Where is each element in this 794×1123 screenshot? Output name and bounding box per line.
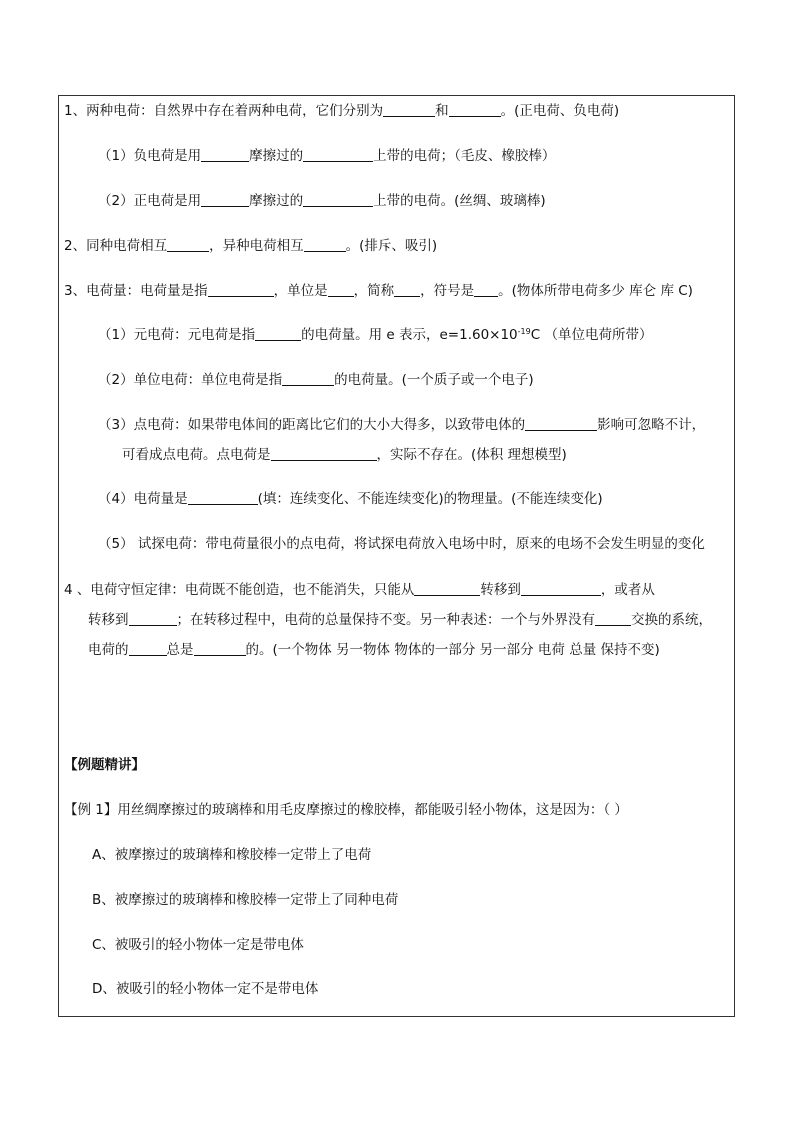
content-frame	[58, 95, 735, 1017]
item-2-text-a: 2、同种电荷相互	[64, 238, 168, 254]
answer-blank[interactable]	[414, 581, 480, 596]
item-1-1	[98, 147, 555, 165]
item-4-text-b: 转移到	[480, 582, 521, 598]
item-1-2-text-b: 摩擦过的	[249, 193, 304, 209]
item-3-text-a: 3、电荷量：电荷量是指	[64, 283, 208, 299]
item-2-text-c: 。(排斥、吸引)	[345, 238, 438, 254]
answer-blank[interactable]	[282, 371, 334, 386]
answer-blank[interactable]	[201, 147, 249, 162]
item-1-text-b: 和	[435, 103, 449, 119]
item-3-3-cont	[122, 446, 567, 464]
item-4-text-c: ，或者从	[600, 582, 655, 598]
answer-blank[interactable]	[521, 581, 601, 596]
item-3-4	[98, 490, 603, 508]
item-4-text-f: 交换的系统，	[631, 612, 712, 628]
answer-blank[interactable]	[328, 282, 354, 297]
item-3-2-text-a: （2）单位电荷：单位电荷是指	[98, 372, 283, 388]
answer-blank[interactable]	[201, 192, 249, 207]
answer-blank[interactable]	[303, 147, 373, 162]
answer-blank[interactable]	[167, 237, 209, 252]
example-question: 【例 1】用丝绸摩擦过的玻璃棒和用毛皮摩擦过的橡胶棒，都能吸引轻小物体，这是因为：（ ）	[64, 802, 628, 818]
item-2	[64, 237, 437, 255]
item-1-2-text-c: 上带的电荷。(丝绸、玻璃棒)	[373, 193, 546, 209]
item-3-2	[98, 371, 534, 389]
answer-blank[interactable]	[255, 326, 301, 341]
item-3-4-text-b: (填：连续变化、不能连续变化)的物理量。(不能连续变化)	[257, 491, 603, 507]
answer-blank[interactable]	[304, 237, 346, 252]
exponent: -19	[517, 327, 531, 336]
item-1-2-text-a: （2）正电荷是用	[98, 193, 202, 209]
item-3-text-e: 。(物体所带电荷多少 库仑 库 C)	[498, 283, 693, 299]
item-3-3-text-b: 影响可忽略不计，	[597, 417, 706, 433]
item-1-1-text-b: 摩擦过的	[249, 148, 304, 164]
item-3-2-text-b: 的电荷量。(一个质子或一个电子)	[334, 372, 534, 388]
item-4-text-i: 的。(一个物体 另一物体 物体的一部分 另一部分 电荷 总量 保持不变)	[245, 642, 660, 658]
answer-blank[interactable]	[129, 611, 177, 626]
option-a[interactable]: A、被摩擦过的玻璃棒和橡胶棒一定带上了电荷	[92, 847, 372, 863]
answer-blank[interactable]	[303, 192, 373, 207]
item-4-cont-1	[88, 611, 712, 629]
answer-blank[interactable]	[394, 282, 420, 297]
option-d[interactable]: D、被吸引的轻小物体一定不是带电体	[92, 981, 319, 997]
answer-blank[interactable]	[194, 641, 246, 656]
answer-blank[interactable]	[474, 282, 498, 297]
answer-blank[interactable]	[595, 611, 631, 626]
item-2-text-b: ，异种电荷相互	[209, 238, 304, 254]
item-3-5	[98, 535, 705, 553]
answer-blank[interactable]	[129, 641, 167, 656]
item-1	[64, 102, 619, 120]
item-1-2	[98, 192, 546, 210]
item-1-1-text-c: 上带的电荷；（毛皮、橡胶棒）	[373, 148, 556, 164]
item-1-1-text-a: （1）负电荷是用	[98, 148, 202, 164]
item-4-cont-2	[88, 641, 660, 659]
item-4-text-e: ；在转移过程中，电荷的总量保持不变。另一种表述：一个与外界没有	[176, 612, 595, 628]
item-3-5-text-a: （5） 试探电荷：带电荷量很小的点电荷，将试探电荷放入电场中时，原来的电场不会发生明显的变化	[98, 536, 705, 552]
answer-blank[interactable]	[449, 102, 501, 117]
answer-blank[interactable]	[188, 490, 258, 505]
option-b[interactable]: B、被摩擦过的玻璃棒和橡胶棒一定带上了同种电荷	[92, 892, 399, 908]
item-3-3-text-c: 可看成点电荷。点电荷是	[122, 447, 271, 463]
item-3-text-d: ，符号是	[420, 283, 475, 299]
item-4-text-a: 4 、电荷守恒定律：电荷既不能创造，也不能消失，只能从	[64, 582, 415, 598]
option-c[interactable]: C、被吸引的轻小物体一定是带电体	[92, 937, 304, 953]
item-3-1-text-b: 的电荷量。用 e 表示，e=1.60×10	[301, 327, 518, 343]
item-4-text-g: 电荷的	[88, 642, 129, 658]
item-3-1-text-a: （1）元电荷：元电荷是指	[98, 327, 256, 343]
item-3-text-b: ，单位是	[273, 283, 328, 299]
answer-blank[interactable]	[208, 282, 274, 297]
item-3	[64, 282, 693, 300]
item-3-1	[98, 326, 652, 344]
item-3-4-text-a: （4）电荷量是	[98, 491, 188, 507]
item-4-text-d: 转移到	[88, 612, 129, 628]
answer-blank[interactable]	[525, 416, 597, 431]
item-3-3-text-a: （3）点电荷：如果带电体间的距离比它们的大小大得多，以致带电体的	[98, 417, 526, 433]
item-3-3-text-d: ，实际不存在。(体积 理想模型)	[376, 447, 567, 463]
item-1-text-a: 1、两种电荷：自然界中存在着两种电荷，它们分别为	[64, 103, 384, 119]
item-1-text-c: 。(正电荷、负电荷)	[500, 103, 620, 119]
item-3-3	[98, 416, 705, 434]
item-4	[64, 581, 655, 599]
answer-blank[interactable]	[383, 102, 435, 117]
item-4-text-h: 总是	[166, 642, 194, 658]
item-3-1-text-c: C （单位电荷所带）	[530, 327, 653, 343]
item-3-text-c: ，简称	[353, 283, 395, 299]
example-heading: 【例题精讲】	[64, 757, 145, 773]
answer-blank[interactable]	[271, 446, 377, 461]
